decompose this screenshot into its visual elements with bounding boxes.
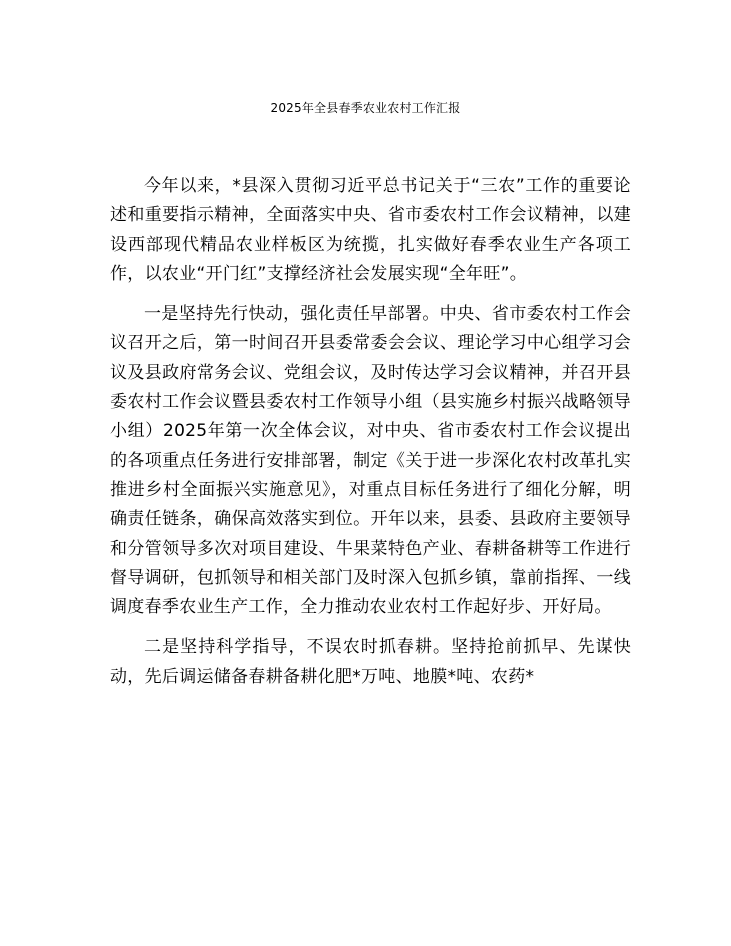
document-body [110,172,631,703]
paragraph-point-two: 二是坚持科学指导，不误农时抓春耕。坚持抢前抓早、先谋快动，先后调运储备春耕备耕化肥*万吨、地膜*吨、农药* [110,637,631,687]
paragraph-point-one: 一是坚持先行快动，强化责任早部署。中央、省市委农村工作会议召开之后，第一时间召开县委常委会会议、理论学习中心组学习会议及县政府常务会议、党组会议，及时传达学习会议精神，并召开县委农村工作会议暨县委农村工作领导小组（县实施乡村振兴战略领导小组）2025年第一次全体会议，对中央、省市委农村工作会议提出的各项重点任务进行安排部署，制定《关于进一步深化农村改革扎实推进乡村全面振兴实施意见》，对重点目标任务进行了细化分解，明确责任链条，确保高效落实到位。开年以来，县委、县政府主要领导和分管领导多次对项目建设、牛果菜特色产业、春耕备耕等工作进行督导调研，包抓领导和相关部门及时深入包抓乡镇，靠前指挥、一线调度春季农业生产工作，全力推动农业农村工作起好步、开好局。 [110,304,631,618]
document-title: 2025年全县春季农业农村工作汇报 [270,101,461,115]
paragraph-intro: 今年以来，*县深入贯彻习近平总书记关于“三农”工作的重要论述和重要指示精神，全面落实中央、省市委农村工作会议精神，以建设西部现代精品农业样板区为统揽，扎实做好春季农业生产各项工作，以农业“开门红”支撑经济社会发展实现“全年旺”。 [110,176,631,284]
